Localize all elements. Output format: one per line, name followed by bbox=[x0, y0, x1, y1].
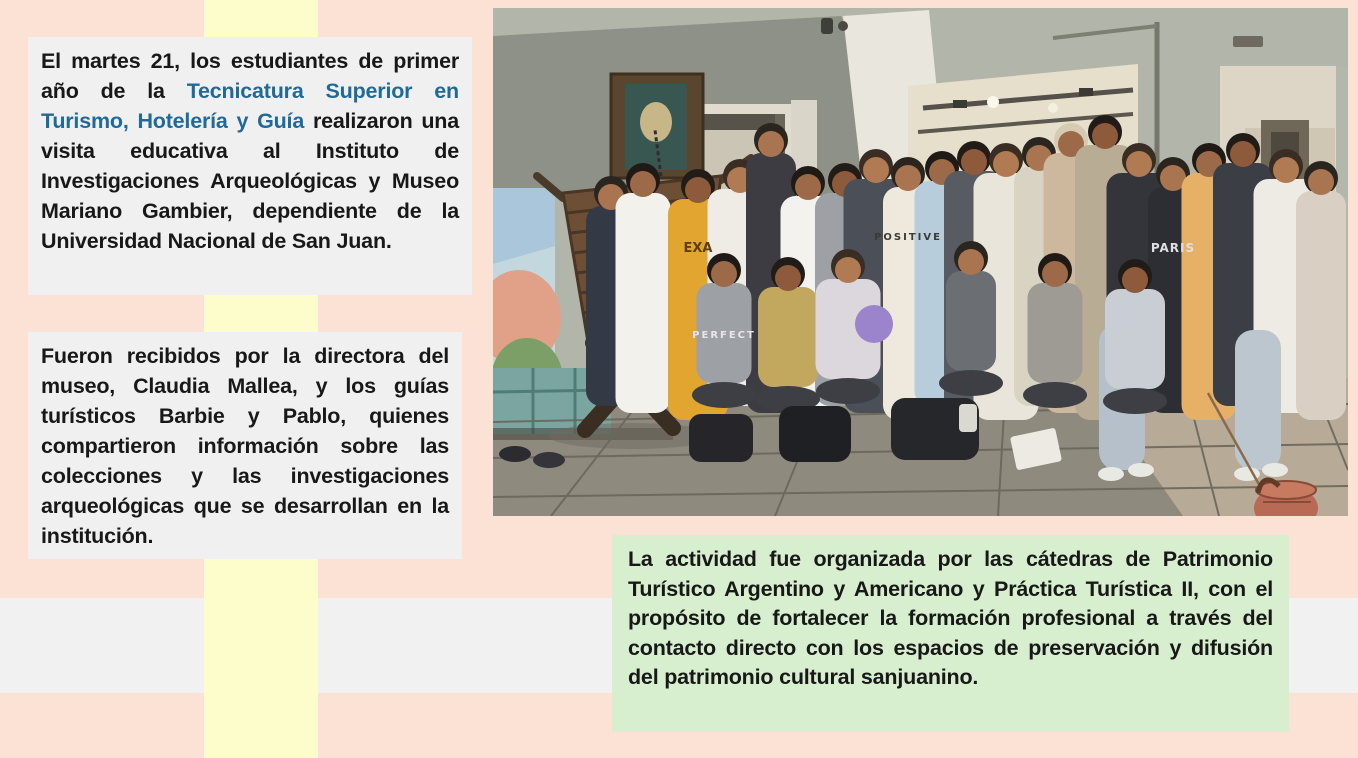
program-name-highlight: Tecnicatura Superior en Turismo, Hotelería y Guía bbox=[41, 79, 459, 133]
intro-paragraph bbox=[28, 37, 472, 295]
shirt-text-positive: POSITIVE bbox=[874, 232, 942, 243]
organization-paragraph bbox=[612, 535, 1289, 732]
reception-paragraph-text: Fueron recibidos por la directora del museo, Claudia Mallea, y los guías turísticos Barbie y Pablo, quienes compartieron información sobre las colecciones y las investigaciones arqueológicas que se desarrollan en la institución. bbox=[41, 344, 449, 548]
shirt-text-perfect: PERFECT bbox=[692, 330, 756, 341]
shirt-text-exa: EXA bbox=[683, 241, 713, 256]
intro-text-part2: realizaron una visita educativa al Instituto de Investigaciones Arqueológicas y Museo Mariano Gambier, dependiente de la Universidad Nacional de San Juan. bbox=[41, 109, 459, 253]
intro-paragraph-text bbox=[41, 46, 459, 256]
group-photo bbox=[493, 8, 1348, 516]
shirt-text-paris: PARIS bbox=[1150, 241, 1196, 255]
group-photo-illustration bbox=[493, 8, 1348, 516]
organization-paragraph-text: La actividad fue organizada por las cátedras de Patrimonio Turístico Argentino y Americano y Práctica Turística II, con el propósito de fortalecer la formación profesional a través del contacto directo con los espacios de preservación y difusión del patrimonio cultural sanjuanino. bbox=[628, 547, 1273, 689]
reception-paragraph bbox=[28, 332, 462, 559]
intro-text-part1: El martes 21, los estudiantes de primer año de la bbox=[41, 49, 459, 103]
